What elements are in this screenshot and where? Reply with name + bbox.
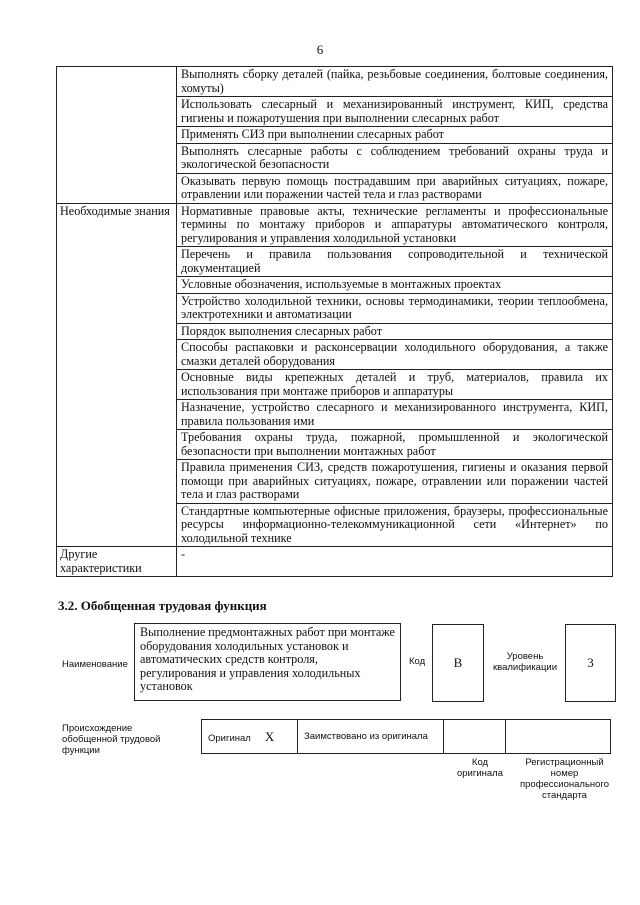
row-item: Нормативные правовые акты, технические регламенты и профессиональные термины по монтажу приборов и аппаратуры автоматического контроля, регулирования и управления холодильной установки <box>177 203 613 247</box>
row-item: Условные обозначения, используемые в монтажных проектах <box>177 277 613 294</box>
page-number: 6 <box>316 42 324 57</box>
row-item: Выполнять слесарные работы с соблюдением требований охраны труда и экологической безопасности <box>177 143 613 173</box>
table-row <box>57 67 613 97</box>
row-item: - <box>177 547 613 577</box>
row-item: Перечень и правила пользования сопроводительной и технической документацией <box>177 247 613 277</box>
function-name-box: Выполнение предмонтажных работ при монтаже оборудования холодильных установок и автоматических средств контроля, регулирования и управления холодильных установок <box>134 623 401 701</box>
row-item: Применять СИЗ при выполнении слесарных работ <box>177 127 613 144</box>
row-label <box>57 67 177 204</box>
qualification-level-box: 3 <box>565 624 616 702</box>
name-label: Наименование <box>62 659 128 670</box>
origin-table <box>201 719 611 754</box>
row-item: Стандартные компьютерные офисные приложения, браузеры, профессиональные ресурсы информационно-телекоммуникационной сети «Интернет» по холодильной технике <box>177 503 613 547</box>
borrowed-cell: Заимствовано из оригинала <box>298 720 444 754</box>
table-row <box>57 203 613 247</box>
qualification-level-label: Уровень квалификации <box>492 651 558 673</box>
reg-number-cell <box>506 720 611 754</box>
section-title: 3.2. Обобщенная трудовая функция <box>58 598 267 613</box>
origin-label: Происхождение обобщенной трудовой функции <box>62 723 161 756</box>
code-value-box: B <box>432 624 484 702</box>
row-label: Необходимые знания <box>57 203 177 547</box>
row-item: Оказывать первую помощь пострадавшим при аварийных ситуациях, пожаре, отравлении или поражении частей тела и глаз растворами <box>177 173 613 203</box>
row-item: Назначение, устройство слесарного и механизированного инструмента, КИП, правила пользования ими <box>177 400 613 430</box>
row-item: Порядок выполнения слесарных работ <box>177 323 613 340</box>
code-original-label: Код оригинала <box>456 757 503 779</box>
code-original-cell <box>444 720 506 754</box>
code-label: Код <box>409 656 426 667</box>
row-item: Устройство холодильной техники, основы термодинамики, теории теплообмена, электротехники и автоматизации <box>177 293 613 323</box>
row-item: Требования охраны труда, пожарной, промышленной и экологической безопасности при выполнении монтажных работ <box>177 430 613 460</box>
row-item: Использовать слесарный и механизированный инструмент, КИП, средства гигиены и пожаротушения при выполнении слесарных работ <box>177 97 613 127</box>
row-item: Выполнять сборку деталей (пайка, резьбовые соединения, болтовые соединения, хомуты) <box>177 67 613 97</box>
original-mark: X <box>264 728 275 744</box>
original-cell: Оригинал X <box>202 720 298 754</box>
row-label: Другие характеристики <box>57 547 177 577</box>
row-item: Способы распаковки и расконсервации холодильного оборудования, а также смазки деталей оборудования <box>177 340 613 370</box>
row-item: Основные виды крепежных деталей и труб, материалов, правила их использования при монтаже приборов и аппаратуры <box>177 370 613 400</box>
row-item: Правила применения СИЗ, средств пожаротушения, гигиены и оказания первой помощи при аварийных ситуациях, пожаре, отравлении или поражении частей тела и глаз растворами <box>177 460 613 504</box>
reg-number-label: Регистрационный номер профессионального стандарта <box>520 757 609 801</box>
skills-knowledge-table <box>56 66 613 577</box>
table-row <box>57 547 613 577</box>
